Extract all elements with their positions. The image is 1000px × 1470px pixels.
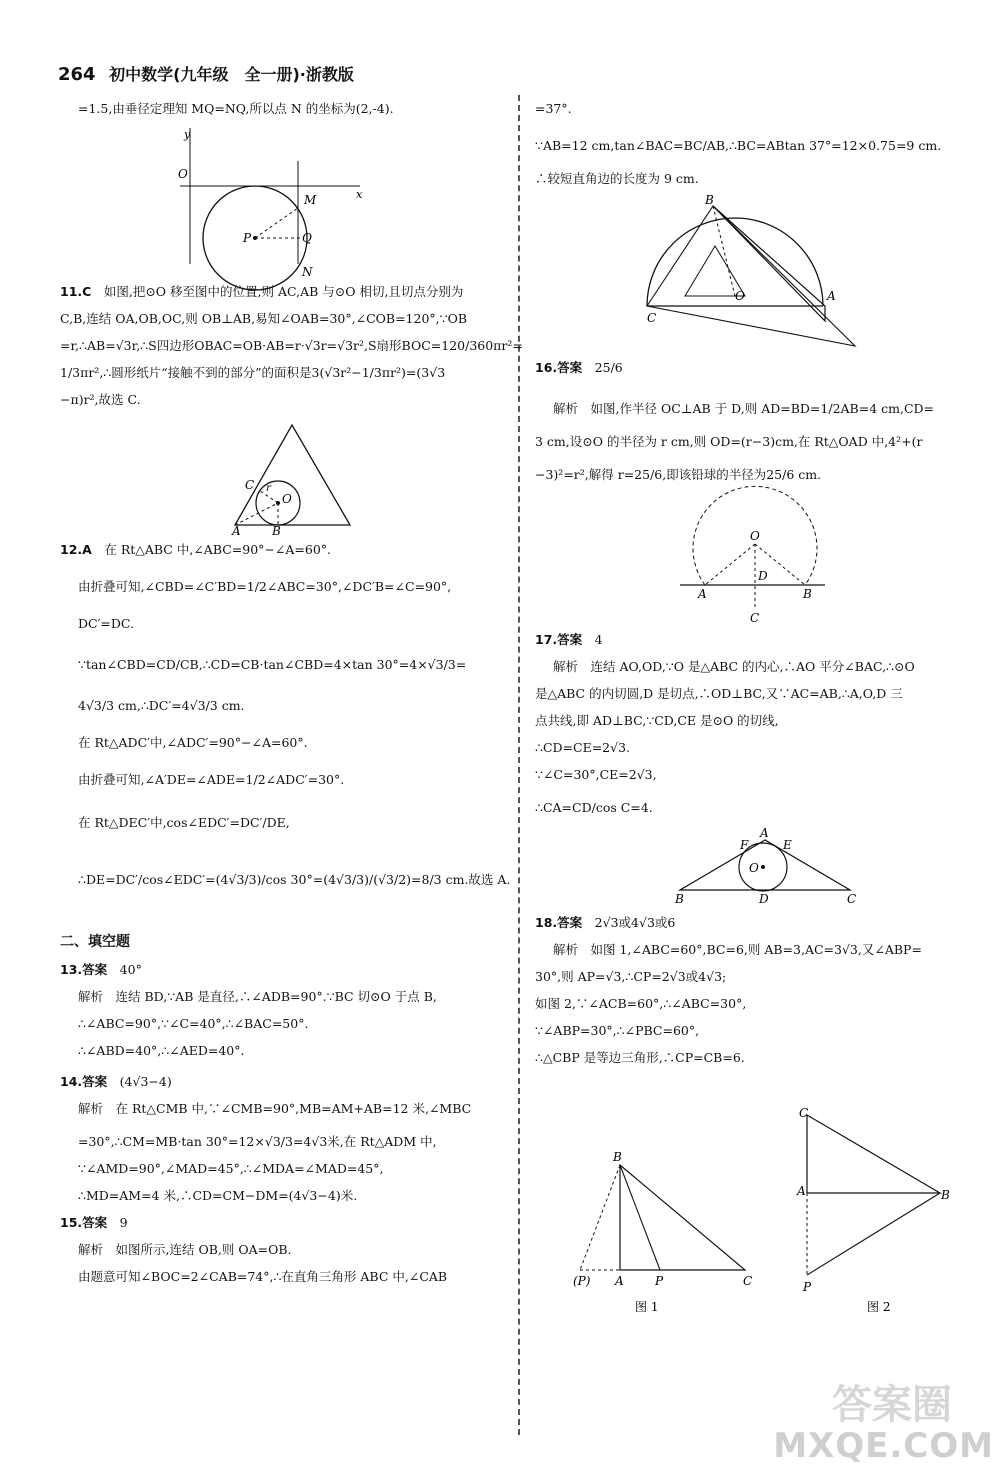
question-label: 12.A bbox=[60, 542, 92, 557]
question-label: 11.C bbox=[60, 284, 92, 299]
fig-label: C bbox=[647, 311, 657, 325]
text-line: 由折叠可知,∠CBD=∠C′BD=1/2∠ABC=30°,∠DC′B=∠C=90°, bbox=[78, 579, 452, 594]
text-line: =r,∴AB=√3r,∴S四边形OBAC=OB·AB=r·√3r=√3r²,S扇形BOC=120/360πr²= bbox=[60, 338, 523, 353]
text-line: 解析 如图,作半径 OC⊥AB 于 D,则 AD=BD=1/2AB=4 cm,CD= bbox=[553, 401, 935, 416]
fig-label: M bbox=[304, 193, 317, 207]
fig-label: (P) bbox=[573, 1274, 591, 1288]
answer: 40° bbox=[119, 962, 142, 977]
question-label: 17.答案 bbox=[535, 632, 583, 647]
fig-label: N bbox=[302, 265, 313, 279]
answer: (4√3−4) bbox=[119, 1074, 172, 1089]
fig-label: C bbox=[847, 892, 857, 906]
text-line: ∵∠AMD=90°,∠MAD=45°,∴∠MDA=∠MAD=45°, bbox=[78, 1161, 384, 1176]
fig-label: A bbox=[760, 826, 769, 840]
watermark-logo: 答案圈 bbox=[832, 1382, 952, 1428]
text-line: 如图 2,∵∠ACB=60°,∴∠ABC=30°, bbox=[535, 996, 747, 1011]
answer: 9 bbox=[119, 1215, 128, 1230]
section-title: 二、填空题 bbox=[60, 934, 130, 950]
text-line: 30°,则 AP=√3,∴CP=2√3或4√3; bbox=[535, 969, 727, 984]
fig-label: A bbox=[232, 524, 241, 538]
left-column bbox=[60, 95, 523, 1290]
fig-label: A bbox=[698, 587, 707, 601]
fig-label: O bbox=[735, 289, 745, 303]
answer: 2√3或4√3或6 bbox=[594, 915, 676, 930]
question-18 bbox=[535, 909, 955, 1071]
text-line: =37°. bbox=[535, 101, 572, 116]
text-line: ∴较短直角边的长度为 9 cm. bbox=[535, 171, 699, 186]
figure-2-caption: 图 2 bbox=[867, 1300, 891, 1314]
text-line: 3 cm,设⊙O 的半径为 r cm,则 OD=(r−3)cm,在 Rt△OAD 中,4²+(r bbox=[535, 434, 923, 449]
fig-label: B bbox=[705, 193, 714, 207]
figure-q10 bbox=[60, 126, 500, 279]
fig-label: O bbox=[749, 861, 759, 875]
text-line: 解析 连结 AO,OD,∵O 是△ABC 的内心,∴AO 平分∠BAC,∴⊙O bbox=[553, 659, 915, 674]
text-line: ∵∠C=30°,CE=2√3, bbox=[535, 767, 657, 782]
text-line: 由题意可知∠BOC=2∠CAB=74°,∴在直角三角形 ABC 中,∠CAB bbox=[78, 1269, 448, 1284]
figure-q15 bbox=[535, 193, 955, 346]
fig-label: D bbox=[759, 892, 769, 906]
question-11 bbox=[60, 278, 523, 413]
question-13 bbox=[60, 956, 500, 1064]
text-line: ∴△CBP 是等边三角形,∴CP=CB=6. bbox=[535, 1050, 745, 1065]
text-line: 是△ABC 的内切圆,D 是切点,∴OD⊥BC,又∵AC=AB,∴A,O,D 三 bbox=[535, 686, 903, 701]
text-line: −π)r²,故选 C. bbox=[60, 392, 141, 407]
text-line: ∴CA=CD/cos C=4. bbox=[535, 800, 653, 815]
book-title: 初中数学(九年级 全一册)·浙教版 bbox=[109, 65, 354, 84]
fig-label: A bbox=[827, 289, 836, 303]
text-line: ∴∠ABC=90°,∵∠C=40°,∴∠BAC=50°. bbox=[78, 1016, 309, 1031]
fig-label: E bbox=[783, 838, 792, 852]
text-line: 1/3πr²,∴圆形纸片“接触不到的部分”的面积是3(√3r²−1/3πr²)=(3√3 bbox=[60, 365, 446, 380]
column-divider bbox=[518, 95, 520, 1435]
text-line: 点共线,即 AD⊥BC,∵CD,CE 是⊙O 的切线, bbox=[535, 713, 779, 728]
fig-label: F bbox=[740, 838, 749, 852]
text-line: 在 Rt△ABC 中,∠ABC=90°−∠A=60°. bbox=[104, 542, 332, 557]
figure-q16 bbox=[535, 492, 955, 625]
text-line: ∵AB=12 cm,tan∠BAC=BC/AB,∴BC=ABtan 37°=12×0.75=9 cm. bbox=[535, 138, 942, 153]
watermark-url: MXQE.COM bbox=[773, 1426, 994, 1466]
fig-label: P bbox=[655, 1274, 664, 1288]
fig-label: D bbox=[758, 569, 768, 583]
text-line: =1.5,由垂径定理知 MQ=NQ,所以点 N 的坐标为(2,-4). bbox=[78, 101, 394, 116]
right-column bbox=[535, 95, 955, 1319]
question-label: 16.答案 bbox=[535, 360, 583, 375]
text-line: 由折叠可知,∠A′DE=∠ADE=1/2∠ADC′=30°. bbox=[78, 772, 345, 787]
question-15 bbox=[60, 1209, 500, 1290]
fig-label: Q bbox=[302, 231, 312, 245]
text-line: C,B,连结 OA,OB,OC,则 OB⊥AB,易知∠OAB=30°,∠COB=120°,∵OB bbox=[60, 311, 468, 326]
question-16 bbox=[535, 354, 955, 488]
text-line: ∵∠ABP=30°,∴∠PBC=60°, bbox=[535, 1023, 700, 1038]
fig-label: B bbox=[803, 587, 812, 601]
fig-label: A bbox=[615, 1274, 624, 1288]
text-line: 解析 如图所示,连结 OB,则 OA=OB. bbox=[78, 1242, 292, 1257]
text-line: DC′=DC. bbox=[78, 616, 135, 631]
text-line: ∴MD=AM=4 米,∴CD=CM−DM=(4√3−4)米. bbox=[78, 1188, 358, 1203]
text-line: 解析 在 Rt△CMB 中,∵∠CMB=90°,MB=AM+AB=12 米,∠MBC bbox=[78, 1101, 472, 1116]
answer: 25/6 bbox=[594, 360, 623, 375]
fig-label: B bbox=[613, 1150, 622, 1164]
figure-1-caption: 图 1 bbox=[635, 1300, 659, 1314]
answer: 4 bbox=[594, 632, 603, 647]
fig-label: O bbox=[282, 492, 292, 506]
question-label: 15.答案 bbox=[60, 1215, 108, 1230]
text-line: ∴CD=CE=2√3. bbox=[535, 740, 631, 755]
page-number: 264 bbox=[58, 64, 96, 85]
fig-label: O bbox=[750, 529, 760, 543]
fig-label: C bbox=[743, 1274, 753, 1288]
text-line: −3)²=r²,解得 r=25/6,即该铅球的半径为25/6 cm. bbox=[535, 467, 822, 482]
question-14 bbox=[60, 1068, 500, 1209]
fig-label: P bbox=[803, 1280, 812, 1294]
fig-label: P bbox=[243, 231, 252, 245]
figure-q18 bbox=[535, 1075, 955, 1315]
fig-label: C bbox=[750, 611, 760, 625]
text-line: 解析 连结 BD,∵AB 是直径,∴∠ADB=90°.∵BC 切⊙O 于点 B, bbox=[78, 989, 437, 1004]
fig-label: B bbox=[941, 1188, 950, 1202]
text-line: ∵tan∠CBD=CD/CB,∴CD=CB·tan∠CBD=4×tan 30°=4×√3/3= bbox=[78, 657, 467, 672]
page-header bbox=[58, 62, 354, 85]
text-line: =30°,∴CM=MB·tan 30°=12×√3/3=4√3米,在 Rt△ADM 中, bbox=[78, 1134, 437, 1149]
fig-label: C bbox=[245, 478, 255, 492]
text-line: 在 Rt△ADC′中,∠ADC′=90°−∠A=60°. bbox=[78, 735, 308, 750]
fig-label: B bbox=[272, 524, 281, 538]
fig-label: r bbox=[266, 483, 271, 494]
text-line: ∴∠ABD=40°,∴∠AED=40°. bbox=[78, 1043, 245, 1058]
text-line: 4√3/3 cm,∴DC′=4√3/3 cm. bbox=[78, 698, 245, 713]
fig-label: y bbox=[184, 128, 191, 141]
question-label: 13.答案 bbox=[60, 962, 108, 977]
text-line: 如图,把⊙O 移至图中的位置,则 AC,AB 与⊙O 相切,且切点分别为 bbox=[103, 284, 464, 299]
figure-q17 bbox=[535, 825, 955, 905]
text-line: 解析 如图 1,∠ABC=60°,BC=6,则 AB=3,AC=3√3,又∠ABP= bbox=[553, 942, 922, 957]
fig-label: x bbox=[356, 188, 363, 201]
text-line: 在 Rt△DEC′中,cos∠EDC′=DC′/DE, bbox=[78, 815, 290, 830]
question-17 bbox=[535, 626, 955, 821]
fig-label: C bbox=[799, 1106, 809, 1120]
question-label: 14.答案 bbox=[60, 1074, 108, 1089]
question-12 bbox=[60, 536, 511, 893]
figure-q11 bbox=[60, 417, 500, 538]
fig-label: A bbox=[797, 1184, 806, 1198]
fig-label: B bbox=[675, 892, 684, 906]
text-line: ∴DE=DC′/cos∠EDC′=(4√3/3)/cos 30°=(4√3/3)/(√3/2)=8/3 cm.故选 A. bbox=[78, 872, 511, 887]
question-label: 18.答案 bbox=[535, 915, 583, 930]
fig-label: O bbox=[178, 167, 188, 181]
